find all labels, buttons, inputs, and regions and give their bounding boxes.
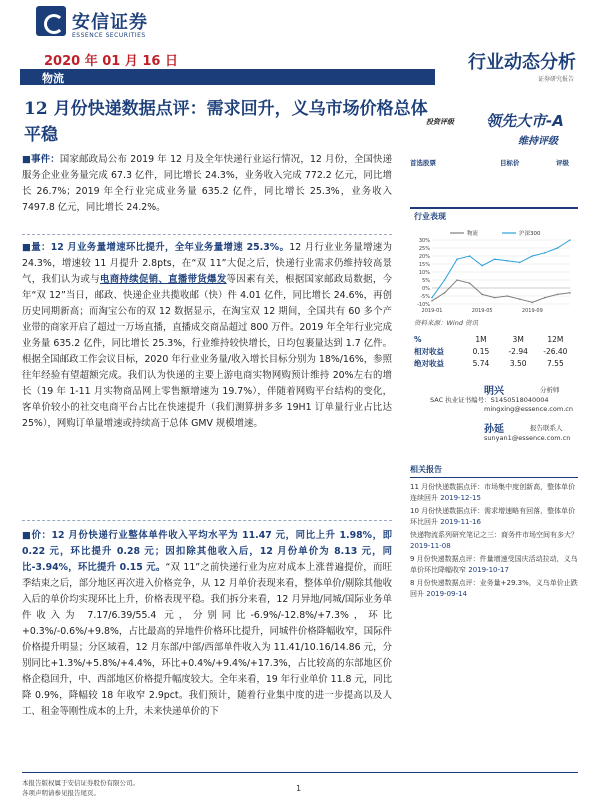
page-title: 12 月份快递数据点评：需求回升，义乌市场价格总体平稳: [24, 99, 428, 145]
analyst-license: SAC 执业证书编号：S1450518040004: [430, 396, 549, 404]
data-point: [569, 239, 571, 241]
data-point: [494, 258, 496, 260]
report-date: 2019-09-14: [426, 590, 467, 598]
report-title: 快递物流系列研究笔记之三：商务件市场空间有多大？: [410, 531, 578, 539]
data-point: [481, 294, 483, 296]
paragraph-text: 12 月行业业务量增速为 24.3%，增速较 11 月提升 2.8pts，在“双 11”大促之后，快递行业需求仍维持较高景气，我们认为或与: [22, 242, 392, 285]
y-tick-label: 15%: [418, 262, 430, 268]
report-title: 11 月份快递数据点评：市场集中度创新高，整体单价连续回升: [410, 483, 576, 502]
report-title: 9 月份快递数据点评：件量增速受国庆活动拉动，义乌单价环比降幅收窄: [410, 555, 578, 574]
paragraph-text: “双 11”之前快递行业为应对成本上涨普遍提价，而旺季结束之后，部分地区再次进入价格竞争，从 12 月单价表现来看，整体单价/剔除其他收入后的单价均实现环比上升，价格表现平稳。我们拆分来看，12 月异地/同城/国际业务单件收入为 7.17/6.39/55.4 元，分别同比-6.9%/-12.8%/+7.3%，环比+0.3%/-0.6%/+9.8%，占比最高的异地件价格环比提升，同城件价格降幅收窄，国际件价格提升明显；分区域看，12 月东部/中部/西部单件收入为 11.41/10.16/14.86 元，分别同比+1.3%/+5.8%/+4.4%，环比+0.4%/+9.4%/+17.3%，占比较高的东部地区价格企稳回升，中、西部地区价格提升幅度较大。全年来看，19 年行业单价 11.8 元，同比降 0.9%，降幅较 18 年收窄 2.9pct。我们预计，随着行业集中度的进一步提高以及人工、租金等刚性成本的上升，未来快递单价的下: [22, 562, 392, 717]
data-point: [431, 297, 433, 299]
y-tick-label: 5%: [422, 278, 430, 284]
logo-text: 安信证券: [72, 12, 148, 33]
reports-title: 相关报告: [410, 464, 578, 478]
analyst-role: 报告联系人: [530, 424, 563, 432]
x-tick-label: 2019-01: [421, 308, 443, 314]
logo-subtext: ESSENCE SECURITIES: [72, 32, 146, 39]
report-type: 行业动态分析: [468, 52, 576, 73]
paragraph-lead: ■价：12 月份快递行业整体单件收入平均水平为 11.47 元，同比上升 1.98%，即 0.22 元，环比提升 0.28 元；因扣除其他收入后，12 月份单价为 8.13 元，同比-3.94%，环比提升 0.15 元。: [22, 530, 392, 573]
table-cell: 0.15: [472, 347, 490, 356]
table-cell: 1M: [475, 335, 487, 344]
data-point: [506, 260, 508, 262]
stock-label: 首选股票: [410, 159, 436, 167]
table-cell: 3.50: [509, 359, 527, 368]
page-number: 1: [296, 784, 302, 793]
analyst-name: 孙延: [484, 424, 504, 435]
report-subtype: 证券研究报告: [537, 76, 574, 83]
data-point: [557, 294, 559, 296]
sector-bar: [20, 69, 435, 85]
section-rule: [410, 207, 578, 209]
analyst-name: 明兴: [484, 386, 504, 397]
data-point: [431, 300, 433, 302]
footer-note: [22, 778, 139, 798]
data-point: [494, 297, 496, 299]
report-link[interactable]: [410, 482, 578, 504]
table-row: [414, 346, 574, 358]
analyst-email: mingxing@essence.com.cn: [484, 405, 573, 413]
table-row: [414, 358, 574, 370]
report-title: 10 月份快递数据点评：需求增速略有回落，整体单价环比回升: [410, 507, 576, 526]
y-tick-label: -5%: [420, 294, 430, 300]
data-point: [532, 302, 534, 304]
series-line: [432, 280, 570, 302]
y-tick-label: 10%: [418, 270, 430, 276]
report-date: 2019-12-15: [440, 494, 481, 502]
data-point: [569, 292, 571, 294]
table-cell: -2.94: [508, 347, 528, 356]
table-cell: 3M: [512, 335, 524, 344]
target-label: 目标价: [500, 159, 520, 167]
legend-label: 物流: [467, 231, 479, 237]
data-point: [519, 262, 521, 264]
rate-label: 评级: [556, 159, 569, 167]
report-link[interactable]: [410, 578, 578, 600]
rating-status: 维持评级: [518, 136, 558, 147]
data-point: [519, 298, 521, 300]
legend-label: 沪深300: [519, 231, 541, 237]
y-tick-label: -10%: [417, 302, 430, 308]
paragraph-text: 等因素有关，根据国家邮政局数据，今年“双 12”当日，邮政、快递企业共揽收邮（快）件 4.01 亿件，同比增长 24.6%，再创历史同期新高；而淘宝公布的双 12 数据显示，在淘宝双 12 期间，全国共有 60 多个产业带的商家开启了超过一万场直播，直播成交商品超过 800 万件。2019 年全年行业完成业务量 635.2 亿件，同比增长 25.3%，行业维持较快增长，日均包裹量达到 1.7 亿件。根据全国邮政工作会议目标，2020 年行业业务量/收入增长目标分别为 18%/16%，参照往年经验有望超额完成。我们认为快递的主要上游电商实物网购预计维持 20%左右的增长（19 年 1-11 月实物商品网上零售额增速为 19.7%），伴随着网购平台结构的变化，客单价较小的社交电商平台占比在快速提升（我们测算拼多多 19H1 订单量行业占比达 25%），网购订单量增速或持续高于总体 GMV 规模增速。: [22, 274, 392, 429]
x-tick-label: 2019-05: [471, 308, 493, 314]
table-header: [414, 334, 574, 346]
data-point: [469, 282, 471, 284]
paragraph-lead: ■量：12 月业务量增速环比提升，全年业务量增速 25.3%。: [22, 242, 290, 253]
divider: [22, 234, 392, 235]
report-date: 2020 年 01 月 16 日: [44, 54, 178, 69]
report-link[interactable]: [410, 554, 578, 576]
report-date: 2019-11-08: [410, 542, 451, 550]
performance-chart: [410, 228, 578, 318]
table-cell: 12M: [547, 335, 564, 344]
y-tick-label: 30%: [418, 238, 430, 244]
paragraph-event: [22, 152, 392, 216]
data-point: [444, 279, 446, 281]
footer-copyright: 本报告版权属于安信证券股份有限公司。: [22, 779, 139, 787]
y-tick-label: 25%: [418, 246, 430, 252]
paragraph-text: 国家邮政局公布 2019 年 12 月及全年快递行业运行情况，12 月份，全国快递服务企业业务量完成 67.3 亿件，同比增长 24.3%，业务收入完成 772.2 亿元，同比增长 26.7%；2019 年全行业完成业务量 635.2 亿件，同比增长 25.3%，业务收入 7497.8 亿元，同比增长 24.2%。: [22, 154, 393, 213]
section-title-perf: 行业表现: [414, 212, 446, 221]
table-cell: 7.55: [547, 359, 564, 368]
report-link[interactable]: [410, 506, 578, 528]
highlight-text: 电商持续促销、直播带货爆发: [99, 274, 227, 285]
data-point: [532, 255, 534, 257]
performance-table: [414, 334, 574, 370]
rating-label: 投资评级: [426, 118, 454, 126]
data-point: [506, 295, 508, 297]
y-tick-label: 20%: [418, 254, 430, 260]
related-reports: [410, 464, 578, 602]
company-logo: [36, 6, 156, 46]
report-date: 2019-11-16: [440, 518, 481, 526]
footer-disclaimer: 各项声明请参见报告尾页。: [22, 789, 100, 797]
paragraph-price: [22, 528, 392, 720]
table-cell: -26.40: [543, 347, 568, 356]
data-point: [481, 265, 483, 267]
x-tick-label: 2019-09: [521, 308, 543, 314]
report-date: 2019-10-17: [468, 566, 509, 574]
series-line: [432, 240, 570, 298]
rating-value: 领先大市-A: [486, 112, 564, 130]
table-cell: %: [414, 335, 422, 344]
paragraph-volume: [22, 240, 392, 432]
data-point: [456, 279, 458, 281]
data-point: [544, 297, 546, 299]
table-cell: 相对收益: [414, 347, 444, 356]
table-cell: 5.74: [472, 359, 490, 368]
report-link[interactable]: [410, 530, 578, 552]
paragraph-lead: ■事件：: [22, 154, 60, 165]
data-point: [456, 258, 458, 260]
analyst-role: 分析师: [540, 386, 560, 394]
chart-source: 资料来源：Wind 资讯: [414, 319, 479, 327]
data-point: [557, 247, 559, 249]
data-point: [469, 255, 471, 257]
logo-icon: [36, 6, 66, 36]
data-point: [544, 252, 546, 254]
footer-divider: [22, 772, 578, 773]
analyst-email: sunyan1@essence.com.cn: [484, 434, 571, 442]
report-title: 8 月份快递数据点评：业务量+29.3%，义乌单价止跌回升: [410, 579, 578, 598]
divider: [22, 520, 392, 521]
table-cell: 绝对收益: [414, 359, 444, 368]
data-point: [444, 292, 446, 294]
sector-label: 物流: [42, 72, 64, 85]
y-tick-label: 0%: [422, 286, 430, 292]
